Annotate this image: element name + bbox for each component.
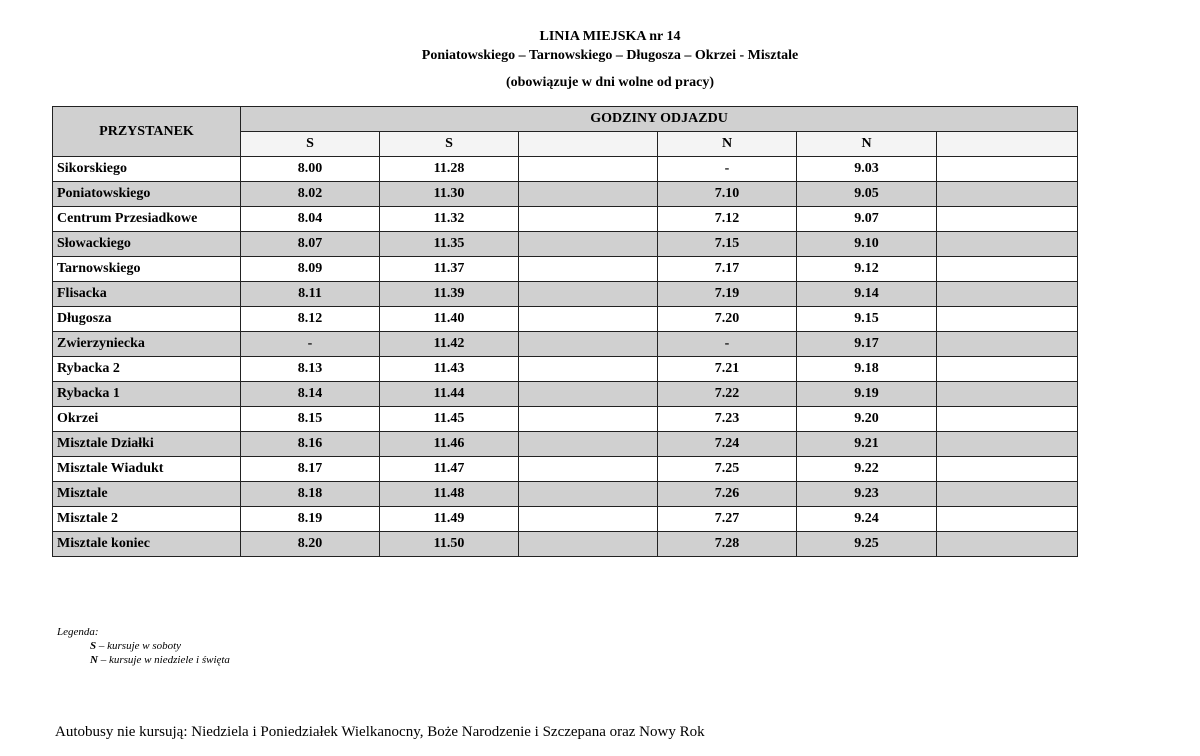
departure-time: [937, 432, 1078, 457]
departure-time: 8.07: [241, 232, 380, 257]
departure-time: 9.18: [797, 357, 937, 382]
stop-name: Długosza: [53, 307, 241, 332]
departure-time: 8.11: [241, 282, 380, 307]
departure-time: 8.19: [241, 507, 380, 532]
departure-time: [937, 482, 1078, 507]
column-header: S: [241, 132, 380, 157]
departure-time: 7.20: [658, 307, 797, 332]
table-row: [53, 357, 1078, 382]
legend-text: – kursuje w soboty: [96, 640, 182, 652]
departure-time: [937, 207, 1078, 232]
table-row: [53, 282, 1078, 307]
table-row: [53, 207, 1078, 232]
departure-time: 11.32: [380, 207, 519, 232]
departure-time: [937, 332, 1078, 357]
stop-name: Centrum Przesiadkowe: [53, 207, 241, 232]
departure-time: 11.45: [380, 407, 519, 432]
table-row: [53, 532, 1078, 557]
departure-time: 7.25: [658, 457, 797, 482]
column-header: S: [380, 132, 519, 157]
stop-name: Zwierzyniecka: [53, 332, 241, 357]
departure-time: 8.17: [241, 457, 380, 482]
departure-time: [519, 382, 658, 407]
departure-time: -: [658, 332, 797, 357]
departure-time: 8.12: [241, 307, 380, 332]
departure-time: [937, 382, 1078, 407]
validity-note: (obowiązuje w dni wolne od pracy): [505, 75, 715, 90]
departure-time: 9.14: [797, 282, 937, 307]
departure-time: [519, 457, 658, 482]
departure-time: [937, 532, 1078, 557]
departure-time: [519, 232, 658, 257]
departure-time: [519, 332, 658, 357]
departure-time: 7.21: [658, 357, 797, 382]
departure-time: 8.15: [241, 407, 380, 432]
departure-time: [937, 457, 1078, 482]
departure-time: 7.10: [658, 182, 797, 207]
stop-name: Misztale: [53, 482, 241, 507]
legend-key: S: [90, 640, 97, 652]
stop-name: Okrzei: [53, 407, 241, 432]
departure-time: [519, 307, 658, 332]
departure-time: 9.03: [797, 157, 937, 182]
departure-time: 11.49: [380, 507, 519, 532]
stop-name: Tarnowskiego: [53, 257, 241, 282]
departure-time: 7.23: [658, 407, 797, 432]
departure-time: 8.16: [241, 432, 380, 457]
departure-time: [519, 482, 658, 507]
stop-name: Rybacka 2: [53, 357, 241, 382]
departure-time: [937, 282, 1078, 307]
table-row: [53, 432, 1078, 457]
table-row: [53, 332, 1078, 357]
stop-name: Misztale Wiadukt: [53, 457, 241, 482]
departure-time: 11.47: [380, 457, 519, 482]
stop-column-header: PRZYSTANEK: [53, 107, 241, 157]
legend-item-s: [90, 639, 230, 653]
timetable-body: [53, 157, 1078, 557]
departure-time: 8.00: [241, 157, 380, 182]
departure-time: 9.22: [797, 457, 937, 482]
departure-time: 9.20: [797, 407, 937, 432]
legend-key: N: [90, 654, 98, 666]
table-row: [53, 382, 1078, 407]
departure-time: 7.17: [658, 257, 797, 282]
departure-time: 11.46: [380, 432, 519, 457]
page-title: LINIA MIEJSKA nr 14: [539, 29, 681, 44]
stop-name: Flisacka: [53, 282, 241, 307]
departure-time: [519, 432, 658, 457]
departure-time: 9.15: [797, 307, 937, 332]
departure-time: [937, 157, 1078, 182]
departures-header: GODZINY ODJAZDU: [241, 107, 1078, 132]
departure-time: 9.05: [797, 182, 937, 207]
departure-time: 11.37: [380, 257, 519, 282]
column-header: N: [658, 132, 797, 157]
legend-title: Legenda:: [57, 626, 99, 638]
departure-time: [937, 357, 1078, 382]
departure-time: 9.25: [797, 532, 937, 557]
departure-time: 11.39: [380, 282, 519, 307]
departure-time: [519, 507, 658, 532]
departure-time: 9.21: [797, 432, 937, 457]
departure-time: 9.07: [797, 207, 937, 232]
departure-time: [519, 257, 658, 282]
departure-time: 8.02: [241, 182, 380, 207]
departure-time: [519, 157, 658, 182]
departure-time: 7.26: [658, 482, 797, 507]
column-header: N: [797, 132, 937, 157]
departure-time: [937, 232, 1078, 257]
departure-time: [519, 207, 658, 232]
departure-time: 11.40: [380, 307, 519, 332]
table-row: [53, 182, 1078, 207]
column-header: [519, 132, 658, 157]
departure-time: [519, 532, 658, 557]
departure-time: [937, 407, 1078, 432]
table-row: [53, 307, 1078, 332]
departure-time: -: [241, 332, 380, 357]
departure-time: 9.23: [797, 482, 937, 507]
departure-time: 11.50: [380, 532, 519, 557]
timetable: [52, 106, 1078, 557]
table-row: [53, 482, 1078, 507]
departure-time: [937, 257, 1078, 282]
departure-time: 9.12: [797, 257, 937, 282]
departure-time: 9.19: [797, 382, 937, 407]
departure-time: 9.17: [797, 332, 937, 357]
departure-time: 7.15: [658, 232, 797, 257]
departure-time: 7.12: [658, 207, 797, 232]
column-header: [937, 132, 1078, 157]
stop-name: Misztale koniec: [53, 532, 241, 557]
departure-time: 11.48: [380, 482, 519, 507]
stop-name: Misztale Działki: [53, 432, 241, 457]
stop-name: Rybacka 1: [53, 382, 241, 407]
departure-time: 7.27: [658, 507, 797, 532]
departure-time: 9.24: [797, 507, 937, 532]
departure-time: [519, 282, 658, 307]
departure-time: 8.09: [241, 257, 380, 282]
departure-time: [937, 507, 1078, 532]
table-row: [53, 457, 1078, 482]
table-row: [53, 232, 1078, 257]
service-exceptions-note: Autobusy nie kursują: Niedziela i Poniedziałek Wielkanocny, Boże Narodzenie i Szczepana oraz Nowy Rok: [55, 724, 705, 740]
table-row: [53, 257, 1078, 282]
departure-time: [937, 307, 1078, 332]
departure-time: 8.18: [241, 482, 380, 507]
departure-time: 11.44: [380, 382, 519, 407]
departure-time: 7.22: [658, 382, 797, 407]
departure-time: 11.30: [380, 182, 519, 207]
departure-time: 11.43: [380, 357, 519, 382]
departure-time: [519, 407, 658, 432]
departure-time: [937, 182, 1078, 207]
legend-item-n: [90, 653, 230, 667]
legend: [57, 625, 230, 667]
table-row: [53, 157, 1078, 182]
departure-time: 8.13: [241, 357, 380, 382]
table-row: [53, 507, 1078, 532]
departure-time: 11.35: [380, 232, 519, 257]
departure-time: 8.20: [241, 532, 380, 557]
route-description: Poniatowskiego – Tarnowskiego – Długosza – Okrzei - Misztale: [421, 48, 799, 63]
table-row: [53, 407, 1078, 432]
departure-time: 8.04: [241, 207, 380, 232]
departure-time: -: [658, 157, 797, 182]
departure-time: [519, 182, 658, 207]
stop-name: Poniatowskiego: [53, 182, 241, 207]
departure-time: 11.28: [380, 157, 519, 182]
departure-time: 7.24: [658, 432, 797, 457]
legend-text: – kursuje w niedziele i święta: [97, 654, 230, 666]
stop-name: Sikorskiego: [53, 157, 241, 182]
departure-time: [519, 357, 658, 382]
departure-time: 9.10: [797, 232, 937, 257]
stop-name: Misztale 2: [53, 507, 241, 532]
departure-time: 7.28: [658, 532, 797, 557]
departure-time: 8.14: [241, 382, 380, 407]
departure-time: 7.19: [658, 282, 797, 307]
departure-time: 11.42: [380, 332, 519, 357]
stop-name: Słowackiego: [53, 232, 241, 257]
